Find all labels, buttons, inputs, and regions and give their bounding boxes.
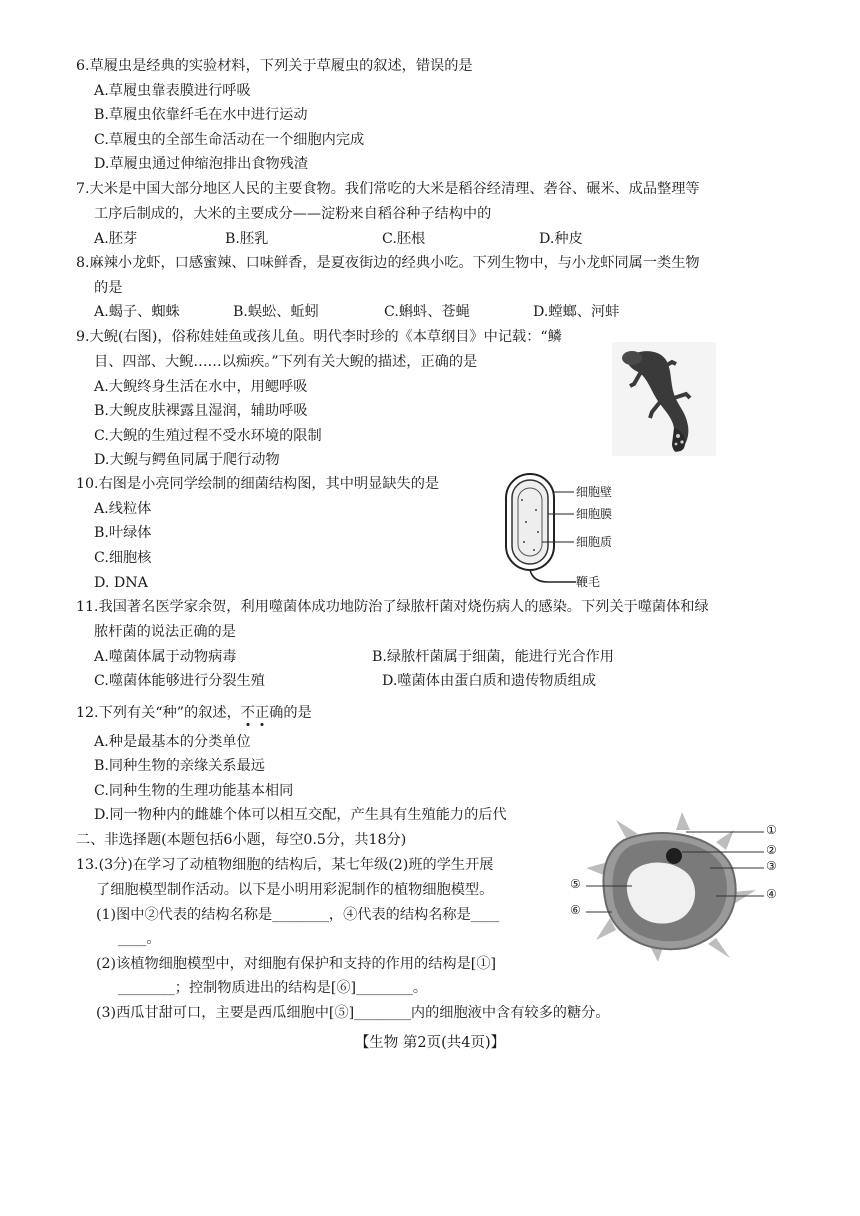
q12-option-b: B.同种生物的亲缘关系最远 <box>94 758 265 774</box>
q9-option-a: A.大鲵终身生活在水中，用鳃呼吸 <box>94 379 308 395</box>
cell-marker-5: ⑤ <box>570 877 581 891</box>
q12-stem-emphasis-2: 正 <box>254 705 270 721</box>
q6-option-a: A.草履虫靠表膜进行呼吸 <box>94 83 251 99</box>
q11-option-d: D.噬菌体由蛋白质和遗传物质组成 <box>382 673 597 689</box>
q11-option-a: A.噬菌体属于动物病毒 <box>94 649 237 665</box>
bacterium-label-cell-membrane: 细胞膜 <box>576 507 613 521</box>
q10-option-a: A.线粒体 <box>94 501 152 517</box>
q13-part3: (3)西瓜甘甜可口，主要是西瓜细胞中[⑤]________内的细胞液中含有较多的糖分。 <box>96 1005 610 1021</box>
q13-stem-line1: 13.(3分)在学习了动植物细胞的结构后，某七年级(2)班的学生开展 <box>76 857 494 873</box>
cell-marker-2: ② <box>766 843 777 857</box>
q9-stem-line2: 目、四部、大鲵……以痴疾。”下列有关大鲵的描述，正确的是 <box>94 354 478 370</box>
q13-part2-line1: (2)该植物细胞模型中，对细胞有保护和支持的作用的结构是[①] <box>96 956 497 972</box>
q6-stem: 6.草履虫是经典的实验材料，下列关于草履虫的叙述，错误的是 <box>76 58 473 74</box>
q9-option-d: D.大鲵与鳄鱼同属于爬行动物 <box>94 452 280 468</box>
plant-cell-model-photo <box>566 812 802 962</box>
q10-option-c: C.细胞核 <box>94 550 152 566</box>
q11-stem-line1: 11.我国著名医学家余贺，利用噬菌体成功地防治了绿脓杆菌对烧伤病人的感染。下列关于噬菌体和绿 <box>76 599 709 615</box>
q12-stem-prefix: 12.下列有关“种”的叙述， <box>76 705 241 721</box>
q11-stem-line2: 脓杆菌的说法正确的是 <box>94 624 236 640</box>
q7-option-d: D.种皮 <box>539 231 583 247</box>
q8-option-a: A.蝎子、蜘蛛 <box>94 304 180 320</box>
q12-stem <box>76 706 312 720</box>
giant-salamander-image <box>612 342 716 456</box>
q8-stem-line1: 8.麻辣小龙虾，口感蜜辣、口味鲜香，是夏夜街边的经典小吃。下列生物中，与小龙虾同属一类生物 <box>76 255 700 271</box>
q10-stem: 10.右图是小亮同学绘制的细菌结构图，其中明显缺失的是 <box>76 476 440 492</box>
q8-option-c: C.蝌蚪、苍蝇 <box>384 304 470 320</box>
q13-part1-line2: ____。 <box>118 931 161 947</box>
q8-option-b: B.蜈蚣、蚯蚓 <box>233 304 319 320</box>
q11-option-c: C.噬菌体能够进行分裂生殖 <box>94 673 265 689</box>
q10-option-b: B.叶绿体 <box>94 525 152 541</box>
q12-option-d: D.同一物种内的雌雄个体可以相互交配，产生具有生殖能力的后代 <box>94 807 507 823</box>
q12-stem-emphasis-1: 不 <box>240 705 255 721</box>
page-footer: 【生物 第2页(共4页)】 <box>354 1035 506 1051</box>
bacterium-label-flagellum: 鞭毛 <box>576 575 601 589</box>
q9-option-c: C.大鲵的生殖过程不受水环境的限制 <box>94 428 322 444</box>
q13-part2-line2: ________；控制物质进出的结构是[⑥]________。 <box>118 980 428 996</box>
giant-salamander-photo <box>612 342 716 456</box>
section-2-heading: 二、非选择题(本题包括6小题，每空0.5分，共18分) <box>76 832 407 848</box>
q7-option-b: B.胚乳 <box>225 231 269 247</box>
q7-stem-line2: 工序后制成的，大米的主要成分——淀粉来自稻谷种子结构中的 <box>94 206 492 222</box>
q10-option-d: D. DNA <box>94 575 148 591</box>
q6-option-c: C.草履虫的全部生命活动在一个细胞内完成 <box>94 132 365 148</box>
cell-marker-1: ① <box>766 823 777 837</box>
q12-option-a: A.种是最基本的分类单位 <box>94 734 251 750</box>
q11-option-b: B.绿脓杆菌属于细菌，能进行光合作用 <box>372 649 614 665</box>
q9-option-b: B.大鲵皮肤裸露且湿润，辅助呼吸 <box>94 403 308 419</box>
bacterium-label-cell-wall: 细胞壁 <box>576 485 613 499</box>
q7-option-a: A.胚芽 <box>94 231 138 247</box>
q8-option-d: D.螳螂、河蚌 <box>533 304 620 320</box>
q6-option-d: D.草履虫通过伸缩泡排出食物残渣 <box>94 156 309 172</box>
cell-marker-6: ⑥ <box>570 903 581 917</box>
bacterium-drawing <box>496 470 636 592</box>
bacterium-label-cytoplasm: 细胞质 <box>576 535 613 549</box>
q6-option-b: B.草履虫依靠纤毛在水中进行运动 <box>94 107 308 123</box>
q13-part1-line1: (1)图中②代表的结构名称是________，④代表的结构名称是____ <box>96 907 500 923</box>
cell-marker-4: ④ <box>766 887 777 901</box>
q7-option-c: C.胚根 <box>382 231 426 247</box>
bacterium-diagram <box>496 470 636 592</box>
q8-stem-line2: 的是 <box>94 280 123 296</box>
q9-stem-line1: 9.大鲵(右图)，俗称娃娃鱼或孩儿鱼。明代李时珍的《本草纲目》中记载：“鳞 <box>76 329 562 345</box>
q7-stem-line1: 7.大米是中国大部分地区人民的主要食物。我们常吃的大米是稻谷经清理、砻谷、碾米、成品整理等 <box>76 181 700 197</box>
q13-stem-line2: 了细胞模型制作活动。以下是小明用彩泥制作的植物细胞模型。 <box>96 882 494 898</box>
cell-marker-3: ③ <box>766 859 777 873</box>
q12-stem-suffix: 确的是 <box>269 705 312 721</box>
q12-option-c: C.同种生物的生理功能基本相同 <box>94 783 294 799</box>
